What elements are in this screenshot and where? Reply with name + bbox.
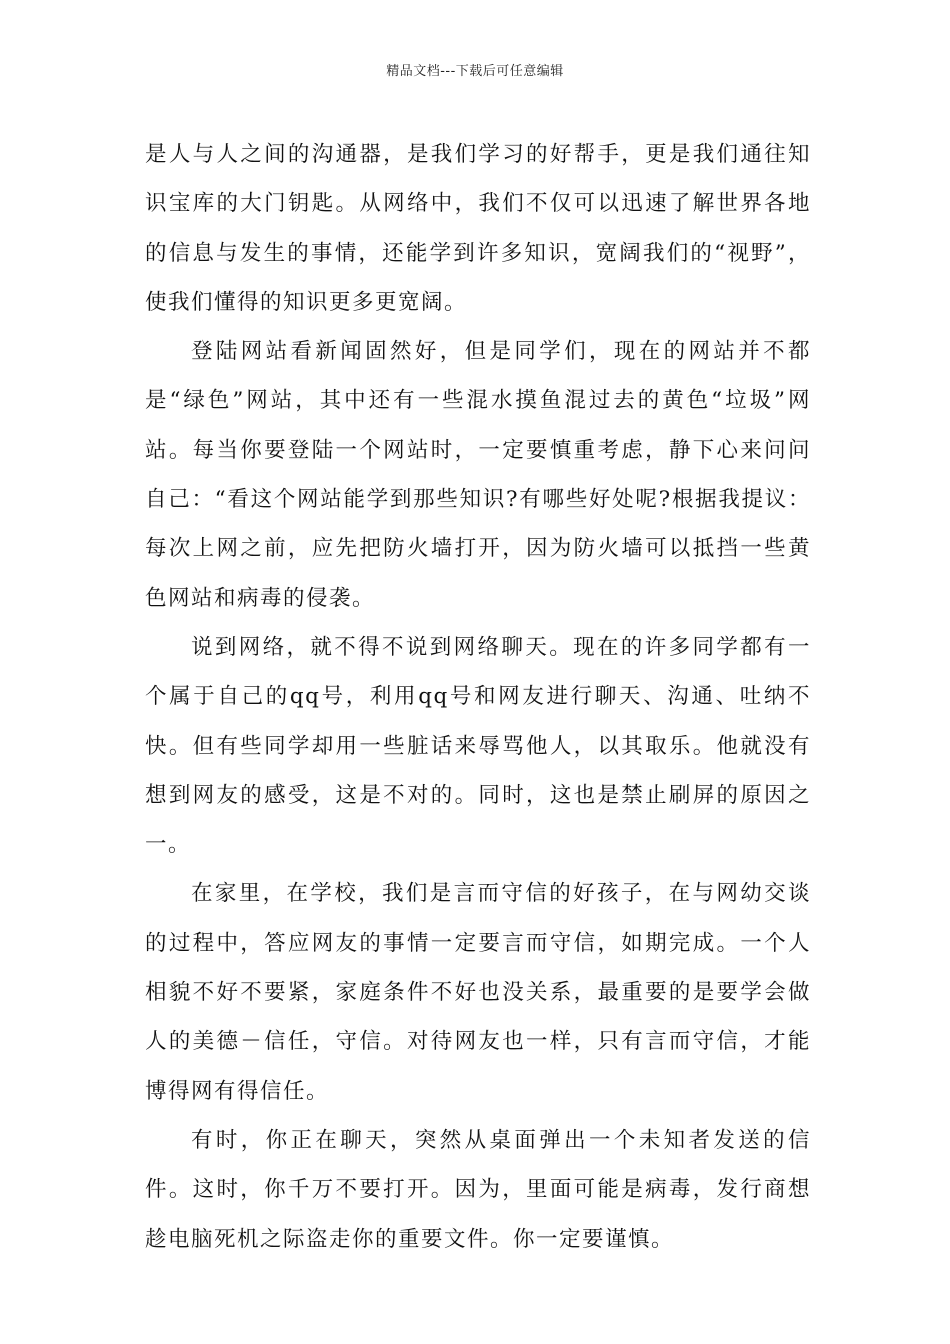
page-header: 精品文档---下载后可任意编辑 <box>386 64 564 79</box>
paragraph-3: 说到网络，就不得不说到网络聊天。现在的许多同学都有一个属于自己的qq号，利用qq号和网友进行聊天、沟通、吐纳不快。但有些同学却用一些脏话来辱骂他人，以其取乐。他就没有想到网友的感受，这是不对的。同时，这也是禁止刷屏的原因之一。 <box>145 634 811 858</box>
document-body <box>145 130 811 1264</box>
paragraph-5: 有时，你正在聊天，突然从桌面弹出一个未知者发送的信件。这时，你千万不要打开。因为，里面可能是病毒，发行商想趁电脑死机之际盗走你的重要文件。你一定要谨慎。 <box>145 1127 811 1252</box>
paragraph-2: 登陆网站看新闻固然好，但是同学们，现在的网站并不都是“绿色”网站，其中还有一些混水摸鱼混过去的黄色“垃圾”网站。每当你要登陆一个网站时，一定要慎重考虑，静下心来问问自己：“看这个网站能学到那些知识?有哪些好处呢?根据我提议：每次上网之前，应先把防火墙打开，因为防火墙可以抵挡一些黄色网站和病毒的侵袭。 <box>145 339 811 611</box>
paragraph-4: 在家里，在学校，我们是言而守信的好孩子，在与网幼交谈的过程中，答应网友的事情一定要言而守信，如期完成。一个人相貌不好不要紧，家庭条件不好也没关系，最重要的是要学会做人的美德－信任，守信。对待网友也一样，只有言而守信，才能博得网有得信任。 <box>145 881 811 1104</box>
paragraph-1: 是人与人之间的沟通器，是我们学习的好帮手，更是我们通往知识宝库的大门钥匙。从网络中，我们不仅可以迅速了解世界各地的信息与发生的事情，还能学到许多知识，宽阔我们的“视野”，使我们懂得的知识更多更宽阔。 <box>145 142 811 315</box>
